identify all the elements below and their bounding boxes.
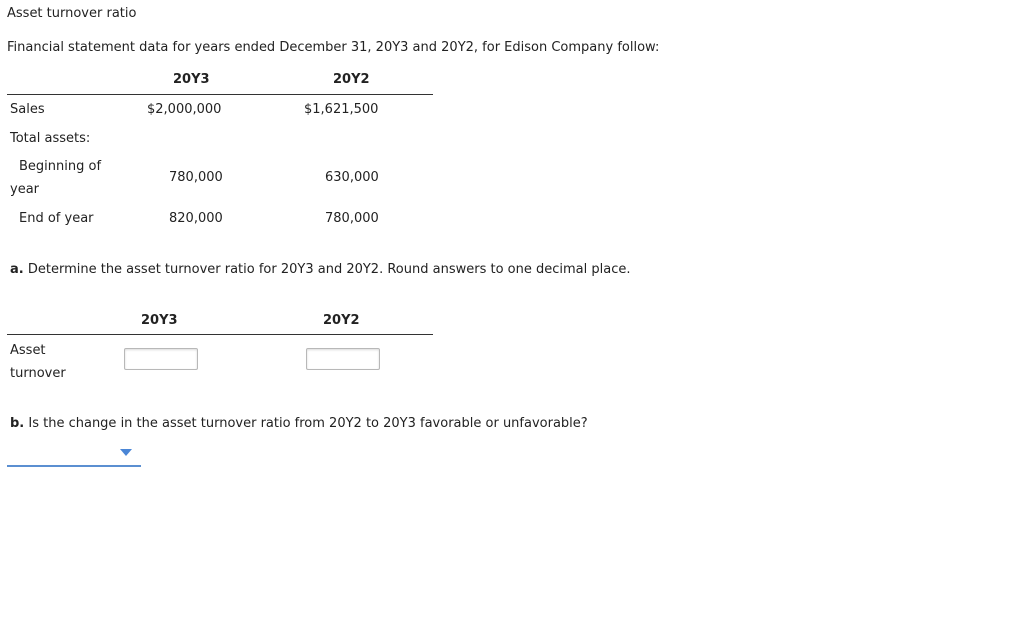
question-a-text bbox=[10, 262, 630, 277]
question-a-prompt: Determine the asset turnover ratio for 20Y3 and 20Y2. Round answers to one decimal place. bbox=[23, 262, 631, 277]
row-label-asset-line1: Asset bbox=[10, 343, 46, 358]
answer-col-header-20y3: 20Y3 bbox=[141, 313, 178, 328]
row-label-beginning-line1: Beginning of bbox=[19, 159, 102, 174]
row-label-sales: Sales bbox=[10, 102, 45, 117]
intro-text: Financial statement data for years ended December 31, 20Y3 and 20Y2, for Edison Company follow: bbox=[7, 40, 660, 55]
answer-header-rule bbox=[7, 334, 433, 335]
col-header-20y3: 20Y3 bbox=[173, 72, 210, 87]
question-a-letter: a. bbox=[10, 262, 24, 277]
col-header-20y2: 20Y2 bbox=[333, 72, 370, 87]
beginning-20y2: 630,000 bbox=[325, 170, 379, 185]
row-label-asset-line2: turnover bbox=[10, 366, 66, 381]
end-20y2: 780,000 bbox=[325, 211, 379, 226]
page-title: Asset turnover ratio bbox=[7, 6, 137, 21]
asset-turnover-20y3-input[interactable] bbox=[124, 348, 198, 370]
sales-20y3: $2,000,000 bbox=[147, 102, 222, 117]
favorable-unfavorable-dropdown[interactable] bbox=[7, 448, 141, 467]
row-label-total-assets: Total assets: bbox=[10, 131, 91, 146]
question-b-text bbox=[10, 416, 588, 431]
asset-turnover-20y2-input[interactable] bbox=[306, 348, 380, 370]
row-label-end-of-year: End of year bbox=[19, 211, 94, 226]
answer-col-header-20y2: 20Y2 bbox=[323, 313, 360, 328]
end-20y3: 820,000 bbox=[169, 211, 223, 226]
sales-20y2: $1,621,500 bbox=[304, 102, 379, 117]
question-b-letter: b. bbox=[10, 416, 25, 431]
chevron-down-icon bbox=[120, 449, 132, 456]
beginning-20y3: 780,000 bbox=[169, 170, 223, 185]
question-b-prompt: Is the change in the asset turnover ratio from 20Y2 to 20Y3 favorable or unfavorable? bbox=[24, 416, 588, 431]
table-header-rule bbox=[7, 94, 433, 95]
row-label-beginning-line2: year bbox=[10, 182, 40, 197]
